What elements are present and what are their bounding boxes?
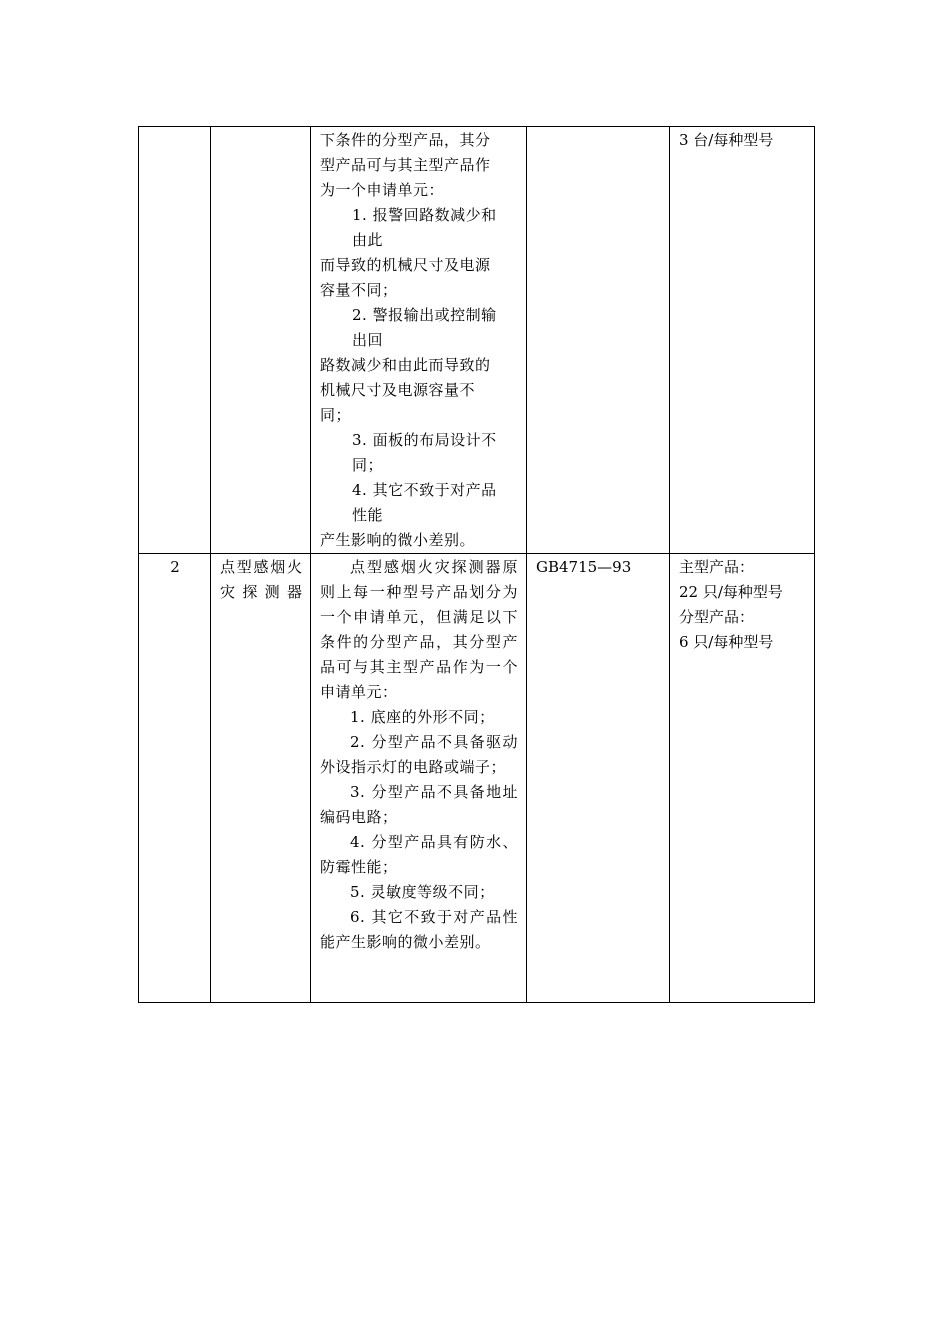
standard-cell [527,127,670,554]
sample-quantity-cell [670,554,815,1003]
desc-item-cont: 由此 [352,231,384,249]
quantity-line: 主型产品： [679,558,755,576]
desc-item: 3. 分型产品不具备地址编码电路； [320,783,518,826]
desc-item: 2. 分型产品不具备驱动外设指示灯的电路或端子； [320,733,518,776]
desc-item: 6. 其它不致于对产品性能产生影响的微小差别。 [320,908,518,951]
desc-item-label: 2. 警报输出或控制输 [352,306,497,324]
desc-item-label: 1. 报警回路数减少和 [352,206,497,224]
table-row [139,554,815,1003]
desc-line: 下条件的分型产品，其分 [320,131,491,149]
desc-line: 为一个申请单元： [320,181,445,199]
desc-line: 容量不同； [320,281,398,299]
table-row [139,127,815,554]
row-number-cell [139,127,211,554]
standard-cell: GB4715—93 [527,554,670,1003]
product-name-cell: 点型感烟火灾探测器 [211,554,311,1003]
desc-line: 同； [320,406,352,424]
desc-line: 产生影响的微小差别。 [320,531,476,549]
desc-line: 而导致的机械尺寸及电源 [320,256,491,274]
product-name-cell [211,127,311,554]
desc-item-label: 4. 其它不致于对产品 [352,481,497,499]
quantity-line: 分型产品： [679,608,755,626]
unit-description-cell [311,127,527,554]
desc-line: 机械尺寸及电源容量不 [320,381,476,399]
desc-item-cont: 出回 [352,331,384,349]
desc-item-cont: 性能 [352,506,384,524]
desc-item: 4. 分型产品具有防水、防霉性能； [320,833,518,876]
quantity-line: 6 只/每种型号 [679,633,774,651]
desc-line: 型产品可与其主型产品作 [320,156,491,174]
unit-description-cell [311,554,527,1003]
desc-intro: 点型感烟火灾探测器原则上每一种型号产品划分为一个申请单元，但满足以下条件的分型产品，其分型产品可与其主型产品作为一个申请单元： [320,558,518,701]
desc-item: 5. 灵敏度等级不同； [350,883,495,901]
desc-line: 路数减少和由此而导致的 [320,356,491,374]
desc-item: 1. 底座的外形不同； [350,708,495,726]
quantity-line: 3 台/每种型号 [679,131,774,149]
row-number-cell: 2 [139,554,211,1003]
desc-item-label: 3. 面板的布局设计不 [352,431,497,449]
desc-item-cont: 同； [352,456,384,474]
quantity-line: 22 只/每种型号 [679,583,783,601]
sample-quantity-cell [670,127,815,554]
certification-unit-table [138,126,815,1003]
